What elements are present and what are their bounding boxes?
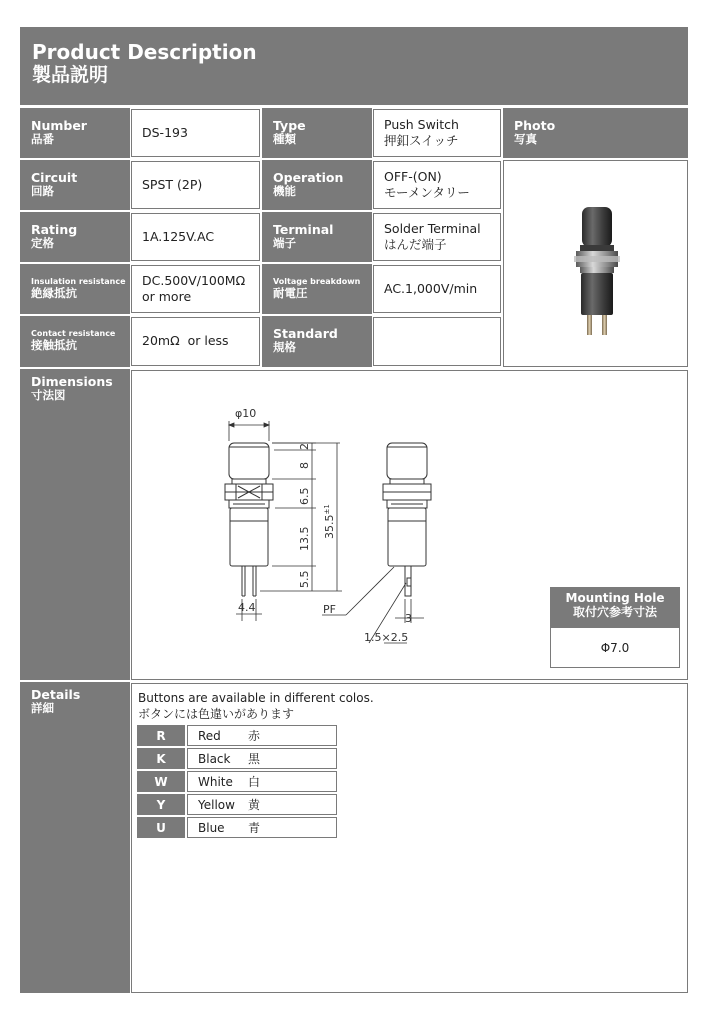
details-label-en: Details xyxy=(31,687,81,702)
dim-tolerance: ±1 xyxy=(323,504,331,515)
color-name-en: Black xyxy=(198,751,231,766)
terminal-label xyxy=(262,212,372,262)
circuit-label xyxy=(20,160,130,210)
voltage-label-jp: 耐電圧 xyxy=(273,286,308,301)
color-name xyxy=(187,725,337,746)
color-option-white xyxy=(137,771,337,792)
standard-label-en: Standard xyxy=(273,326,338,341)
dim-35-5-value: 35.5 xyxy=(323,514,336,539)
color-code: Y xyxy=(137,794,185,815)
details-note-en: Buttons are available in different colos. xyxy=(138,691,374,705)
color-code: U xyxy=(137,817,185,838)
details-panel xyxy=(131,683,688,993)
terminal-value xyxy=(373,213,501,261)
contact-label-en: Contact resistance xyxy=(31,329,116,338)
insulation-label-en: Insulation resistance xyxy=(31,277,126,286)
dim-phi-label: φ10 xyxy=(235,407,257,420)
contact-value: 20mΩ or less xyxy=(131,317,260,366)
operation-label-en: Operation xyxy=(273,170,344,185)
dim-35-5-label xyxy=(323,504,336,539)
contact-label-jp: 接触抵抗 xyxy=(31,338,77,353)
color-code: W xyxy=(137,771,185,792)
type-value-jp: 押釦スイッチ xyxy=(384,133,459,148)
insulation-label xyxy=(20,264,130,314)
color-name-en: White xyxy=(198,774,233,789)
type-value xyxy=(373,109,501,157)
terminal-value-en: Solder Terminal xyxy=(384,220,481,236)
voltage-label xyxy=(262,264,372,314)
dim-3-label: 3 xyxy=(405,612,412,625)
operation-value-en: OFF-(ON) xyxy=(384,168,442,184)
color-options-list xyxy=(137,725,337,837)
rating-label-en: Rating xyxy=(31,222,78,237)
insulation-value xyxy=(131,265,260,313)
circuit-value: SPST (2P) xyxy=(131,161,260,209)
insulation-value-line1: DC.500V/100MΩ xyxy=(142,272,246,288)
dim-5-5-label: 5.5 xyxy=(298,570,311,588)
dim-2-label: 2 xyxy=(298,443,311,450)
color-option-yellow xyxy=(137,794,337,815)
color-name-jp: 黒 xyxy=(248,752,261,766)
color-name-en: Red xyxy=(198,728,221,743)
mounting-hole-value: Φ7.0 xyxy=(550,627,680,668)
photo-label-en: Photo xyxy=(514,118,556,133)
dimensions-panel xyxy=(131,370,688,680)
type-label-en: Type xyxy=(273,118,306,133)
color-name xyxy=(187,794,337,815)
rating-label xyxy=(20,212,130,262)
color-name xyxy=(187,748,337,769)
rating-value: 1A.125V.AC xyxy=(131,213,260,261)
dimension-drawing xyxy=(132,371,552,671)
number-label-en: Number xyxy=(31,118,87,133)
operation-label xyxy=(262,160,372,210)
color-name xyxy=(187,817,337,838)
color-name-jp: 赤 xyxy=(248,729,261,743)
voltage-label-en: Voltage breakdown xyxy=(273,277,361,286)
type-label xyxy=(262,108,372,158)
photo-label xyxy=(503,108,688,158)
page-title-jp: 製品説明 xyxy=(32,64,109,86)
color-name-en: Yellow xyxy=(198,797,235,812)
terminal-label-en: Terminal xyxy=(273,222,334,237)
type-value-en: Push Switch xyxy=(384,116,459,132)
insulation-label-jp: 絶縁抵抗 xyxy=(31,286,77,301)
mounting-hole-title-jp: 取付穴参考寸法 xyxy=(572,604,657,619)
color-code: K xyxy=(137,748,185,769)
voltage-value: AC.1,000V/min xyxy=(373,265,501,313)
photo-label-jp: 写真 xyxy=(514,132,537,147)
contact-label xyxy=(20,316,130,367)
number-value: DS-193 xyxy=(131,109,260,157)
page-title-bar xyxy=(20,27,688,105)
dim-13-5-label: 13.5 xyxy=(298,526,311,551)
insulation-value-line2: or more xyxy=(142,289,192,304)
color-name-jp: 青 xyxy=(248,821,261,835)
circuit-label-en: Circuit xyxy=(31,170,78,185)
details-label xyxy=(20,682,130,993)
color-option-blue xyxy=(137,817,337,838)
dim-4-4-label: 4.4 xyxy=(238,601,256,614)
terminal-value-jp: はんだ端子 xyxy=(384,237,447,252)
details-label-jp: 詳細 xyxy=(31,701,54,716)
dimensions-label-en: Dimensions xyxy=(31,374,113,389)
dimensions-label-jp: 寸法図 xyxy=(31,388,66,403)
pf-label: PF xyxy=(323,603,336,616)
dimensions-label xyxy=(20,369,130,680)
mounting-hole-header xyxy=(550,587,680,627)
dim-8-label: 8 xyxy=(298,462,311,469)
dim-6-5-label: 6.5 xyxy=(298,487,311,505)
type-label-jp: 種類 xyxy=(273,132,296,147)
standard-label xyxy=(262,316,372,367)
dim-1-5x2-5-label: 1.5×2.5 xyxy=(364,631,409,644)
circuit-label-jp: 回路 xyxy=(31,184,54,199)
number-label xyxy=(20,108,130,158)
number-label-jp: 品番 xyxy=(31,132,54,147)
color-code: R xyxy=(137,725,185,746)
color-name-jp: 黄 xyxy=(248,798,261,812)
rating-label-jp: 定格 xyxy=(31,236,54,251)
color-name xyxy=(187,771,337,792)
color-name-jp: 白 xyxy=(248,775,261,789)
color-option-red xyxy=(137,725,337,746)
standard-label-jp: 規格 xyxy=(273,340,296,355)
color-option-black xyxy=(137,748,337,769)
terminal-label-jp: 端子 xyxy=(273,236,296,251)
operation-value-jp: モーメンタリー xyxy=(384,185,470,200)
product-photo-frame xyxy=(503,160,688,367)
product-photo xyxy=(504,161,687,366)
details-note xyxy=(138,690,374,722)
mounting-hole-title-en: Mounting Hole xyxy=(565,591,665,605)
color-name-en: Blue xyxy=(198,820,225,835)
details-note-jp: ボタンには色違いがあります xyxy=(138,707,295,722)
standard-value xyxy=(373,317,501,366)
page-title-en: Product Description xyxy=(32,40,257,64)
operation-value xyxy=(373,161,501,209)
operation-label-jp: 機能 xyxy=(273,184,296,199)
